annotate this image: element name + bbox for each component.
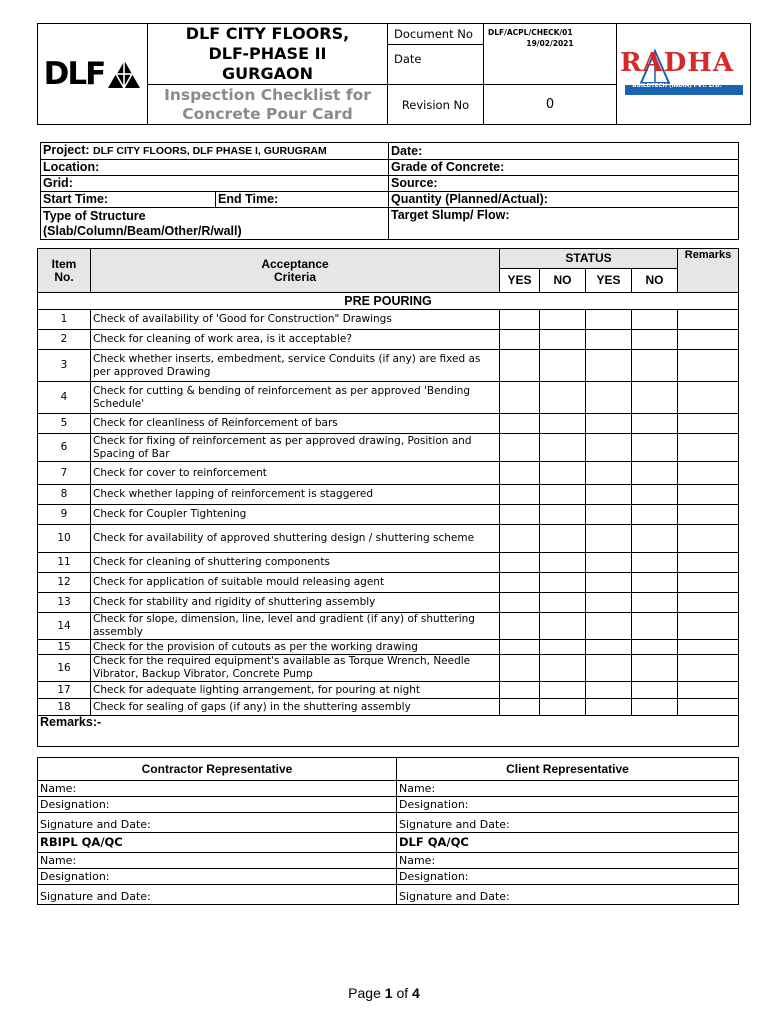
checklist-row [38,310,739,330]
item-criteria: Check for cutting & bending of reinforcement as per approved 'Bending Schedule' [91,382,500,414]
document-no-label: Document No [388,24,483,45]
remarks-cell[interactable] [678,525,739,553]
item-criteria: Check whether lapping of reinforcement is staggered [91,485,500,505]
status-yes-1: YES [500,269,540,293]
project-info-table [40,142,739,240]
status-no-cell[interactable] [632,553,678,573]
revision-no-label: Revision No [388,85,484,125]
status-no-cell[interactable] [540,613,586,640]
remarks-cell[interactable] [678,434,739,462]
status-yes-cell[interactable] [586,640,632,655]
project-value: DLF CITY FLOORS, DLF PHASE I, GURUGRAM [93,145,327,157]
remarks-cell[interactable] [678,505,739,525]
item-criteria: Check whether inserts, embedment, service Conduits (if any) are fixed as per approved Drawing [91,350,500,382]
status-yes-cell[interactable] [500,485,540,505]
status-yes-cell[interactable] [500,382,540,414]
checklist-row [38,434,739,462]
status-yes-cell[interactable] [500,613,540,640]
status-no-cell[interactable] [540,655,586,682]
item-number: 1 [38,310,91,330]
status-no-cell[interactable] [540,593,586,613]
status-yes-2: YES [586,269,632,293]
item-criteria: Check for stability and rigidity of shuttering assembly [91,593,500,613]
checklist-row [38,382,739,414]
checklist-row [38,414,739,434]
item-number: 14 [38,613,91,640]
status-yes-cell[interactable] [586,382,632,414]
grade-of-concrete-field[interactable]: Grade of Concrete: [389,160,739,176]
status-no-cell[interactable] [540,310,586,330]
status-yes-cell[interactable] [500,330,540,350]
end-time-field[interactable]: End Time: [216,192,389,208]
item-number: 4 [38,382,91,414]
project-label: Project: [43,143,90,157]
source-field[interactable]: Source: [389,176,739,192]
target-slump-field[interactable]: Target Slump/ Flow: [389,208,739,240]
location-field[interactable]: Location: [41,160,389,176]
remarks-cell[interactable] [678,699,739,716]
status-no-cell[interactable] [540,434,586,462]
status-no-cell[interactable] [632,382,678,414]
status-no-cell[interactable] [540,640,586,655]
status-yes-cell[interactable] [586,593,632,613]
item-number: 10 [38,525,91,553]
checklist-row [38,613,739,640]
status-yes-cell[interactable] [500,573,540,593]
date-label: Date [394,52,422,66]
checklist-row [38,462,739,485]
acceptance-criteria-header: Acceptance Criteria [91,249,500,293]
item-criteria: Check for application of suitable mould releasing agent [91,573,500,593]
remarks-cell[interactable] [678,553,739,573]
checklist-row [38,593,739,613]
rbipl-qa-title: RBIPL QA/QC [38,833,397,853]
item-number: 13 [38,593,91,613]
status-no-cell[interactable] [632,350,678,382]
status-no-cell[interactable] [632,414,678,434]
dlf-logo-text: DLF [43,56,105,92]
page-word: Page [348,985,381,1001]
status-no-cell[interactable] [540,553,586,573]
status-yes-cell[interactable] [586,330,632,350]
remarks-cell[interactable] [678,573,739,593]
status-yes-cell[interactable] [586,485,632,505]
status-no-cell[interactable] [632,640,678,655]
status-no-cell[interactable] [632,485,678,505]
dlf-logo [38,24,148,125]
page-total: 4 [412,985,420,1001]
status-no-cell[interactable] [632,699,678,716]
status-no-cell[interactable] [632,682,678,699]
item-number: 12 [38,573,91,593]
item-number: 11 [38,553,91,573]
status-no-cell[interactable] [632,310,678,330]
status-yes-cell[interactable] [500,525,540,553]
document-title: DLF CITY FLOORS, DLF-PHASE II GURGAON [148,24,388,85]
status-yes-cell[interactable] [500,350,540,382]
status-no-cell[interactable] [540,330,586,350]
status-yes-cell[interactable] [500,414,540,434]
item-criteria: Check for cleaning of shuttering components [91,553,500,573]
item-criteria: Check for slope, dimension, line, level and gradient (if any) of shuttering assembly [91,613,500,640]
date-value: 19/02/2021 [526,39,574,48]
rbipl-signature-field[interactable]: Signature and Date: [38,885,397,905]
radha-logo-name: RADHA [619,48,735,78]
dlf-triangle-icon [107,59,141,89]
item-criteria: Check for cover to reinforcement [91,462,500,485]
status-yes-cell[interactable] [586,655,632,682]
status-yes-cell[interactable] [586,434,632,462]
remarks-field[interactable]: Remarks:- [38,716,739,747]
checklist-row [38,330,739,350]
remarks-cell[interactable] [678,640,739,655]
status-no-cell[interactable] [632,434,678,462]
remarks-cell[interactable] [678,414,739,434]
status-no-cell[interactable] [540,505,586,525]
remarks-cell[interactable] [678,682,739,699]
status-no-cell[interactable] [540,525,586,553]
status-no-cell[interactable] [540,382,586,414]
status-yes-cell[interactable] [586,525,632,553]
status-no-cell[interactable] [540,682,586,699]
status-yes-cell[interactable] [586,613,632,640]
status-no-cell[interactable] [540,699,586,716]
remarks-cell[interactable] [678,593,739,613]
item-number: 16 [38,655,91,682]
rbipl-designation-field[interactable]: Designation: [38,869,397,885]
item-criteria: Check for sealing of gaps (if any) in the shuttering assembly [91,699,500,716]
contractor-rep-header: Contractor Representative [38,758,397,781]
client-designation-field[interactable]: Designation: [397,797,739,813]
status-yes-cell[interactable] [500,699,540,716]
status-yes-cell[interactable] [500,462,540,485]
document-subtitle: Inspection Checklist for Concrete Pour Card [148,85,388,125]
status-yes-cell[interactable] [500,310,540,330]
remarks-cell[interactable] [678,382,739,414]
status-yes-cell[interactable] [500,655,540,682]
project-field[interactable] [41,143,389,160]
remarks-cell[interactable] [678,613,739,640]
status-yes-cell[interactable] [586,699,632,716]
signature-table [37,757,739,905]
status-no-cell[interactable] [540,462,586,485]
checklist-row [38,573,739,593]
remarks-cell[interactable] [678,655,739,682]
status-no-cell[interactable] [632,462,678,485]
item-criteria: Check of availability of 'Good for Construction" Drawings [91,310,500,330]
structure-type-field[interactable] [41,208,389,240]
item-number: 6 [38,434,91,462]
checklist-row [38,553,739,573]
checklist-items [38,310,739,716]
client-name-field[interactable]: Name: [397,781,739,797]
contractor-signature-field[interactable]: Signature and Date: [38,813,397,833]
structure-type-options: (Slab/Column/Beam/Other/R/wall) [43,223,242,238]
contractor-designation-field[interactable]: Designation: [38,797,397,813]
item-number: 17 [38,682,91,699]
page-footer [0,985,768,1001]
grid-field[interactable]: Grid: [41,176,389,192]
item-number: 9 [38,505,91,525]
status-yes-cell[interactable] [500,434,540,462]
status-yes-cell[interactable] [500,553,540,573]
item-criteria: Check for cleanliness of Reinforcement of bars [91,414,500,434]
page-number: 1 [384,985,393,1001]
item-number: 3 [38,350,91,382]
status-no-cell[interactable] [540,414,586,434]
status-yes-cell[interactable] [586,462,632,485]
document-no-value: DLF/ACPL/CHECK/01 [488,28,573,37]
item-number: 15 [38,640,91,655]
checklist-row [38,350,739,382]
status-no-cell[interactable] [540,485,586,505]
contractor-name-field[interactable]: Name: [38,781,397,797]
item-criteria: Check for cleaning of work area, is it acceptable? [91,330,500,350]
section-title: PRE POURING [38,293,739,310]
status-yes-cell[interactable] [586,553,632,573]
status-yes-cell[interactable] [500,640,540,655]
status-yes-cell[interactable] [500,593,540,613]
item-criteria: Check for Coupler Tightening [91,505,500,525]
of-word: of [396,985,409,1001]
status-yes-cell[interactable] [586,682,632,699]
status-header: STATUS [500,249,678,269]
item-number: 18 [38,699,91,716]
checklist-row [38,485,739,505]
status-no-cell[interactable] [540,573,586,593]
status-yes-cell[interactable] [500,682,540,699]
status-no-cell[interactable] [632,525,678,553]
status-yes-cell[interactable] [586,505,632,525]
status-no-cell[interactable] [632,505,678,525]
checklist-row [38,525,739,553]
status-no-cell[interactable] [632,593,678,613]
radha-logo-subtitle: BUILDTECH (INDIA) PVT. LTD. [632,83,722,89]
checklist-row [38,699,739,716]
item-number: 7 [38,462,91,485]
checklist-row [38,505,739,525]
remarks-cell[interactable] [678,330,739,350]
dlf-name-field[interactable]: Name: [397,853,739,869]
checklist-row [38,682,739,699]
client-rep-header: Client Representative [397,758,739,781]
remarks-cell[interactable] [678,350,739,382]
status-no-cell[interactable] [540,350,586,382]
item-criteria: Check for availability of approved shuttering design / shuttering scheme [91,525,500,553]
structure-type-label: Type of Structure [43,208,146,223]
status-yes-cell[interactable] [586,310,632,330]
status-no-2: NO [632,269,678,293]
item-criteria: Check for the provision of cutouts as per the working drawing [91,640,500,655]
revision-no-value: 0 [484,85,617,125]
status-no-cell[interactable] [632,330,678,350]
remarks-header: Remarks [678,249,739,293]
status-yes-cell[interactable] [500,505,540,525]
item-number: 5 [38,414,91,434]
status-yes-cell[interactable] [586,350,632,382]
item-number: 8 [38,485,91,505]
checklist-table [37,248,739,747]
quantity-field[interactable]: Quantity (Planned/Actual): [389,192,739,208]
checklist-row [38,640,739,655]
date-field[interactable]: Date: [389,143,739,160]
status-no-cell[interactable] [632,613,678,640]
item-number: 2 [38,330,91,350]
item-no-header: Item No. [38,249,91,293]
status-yes-cell[interactable] [586,414,632,434]
status-no-1: NO [540,269,586,293]
remarks-cell[interactable] [678,310,739,330]
item-criteria: Check for fixing of reinforcement as per approved drawing, Position and Spacing of Bar [91,434,500,462]
dlf-designation-field[interactable]: Designation: [397,869,739,885]
rbipl-name-field[interactable]: Name: [38,853,397,869]
checklist-row [38,655,739,682]
status-yes-cell[interactable] [586,573,632,593]
remarks-cell[interactable] [678,485,739,505]
dlf-signature-field[interactable]: Signature and Date: [397,885,739,905]
dlf-qa-title: DLF QA/QC [397,833,739,853]
status-no-cell[interactable] [632,573,678,593]
item-criteria: Check for adequate lighting arrangement, for pouring at night [91,682,500,699]
item-criteria: Check for the required equipment's available as Torque Wrench, Needle Vibrator, Backup Vibrator, Concrete Pump [91,655,500,682]
status-no-cell[interactable] [632,655,678,682]
remarks-cell[interactable] [678,462,739,485]
start-time-field[interactable]: Start Time: [41,192,216,208]
client-signature-field[interactable]: Signature and Date: [397,813,739,833]
